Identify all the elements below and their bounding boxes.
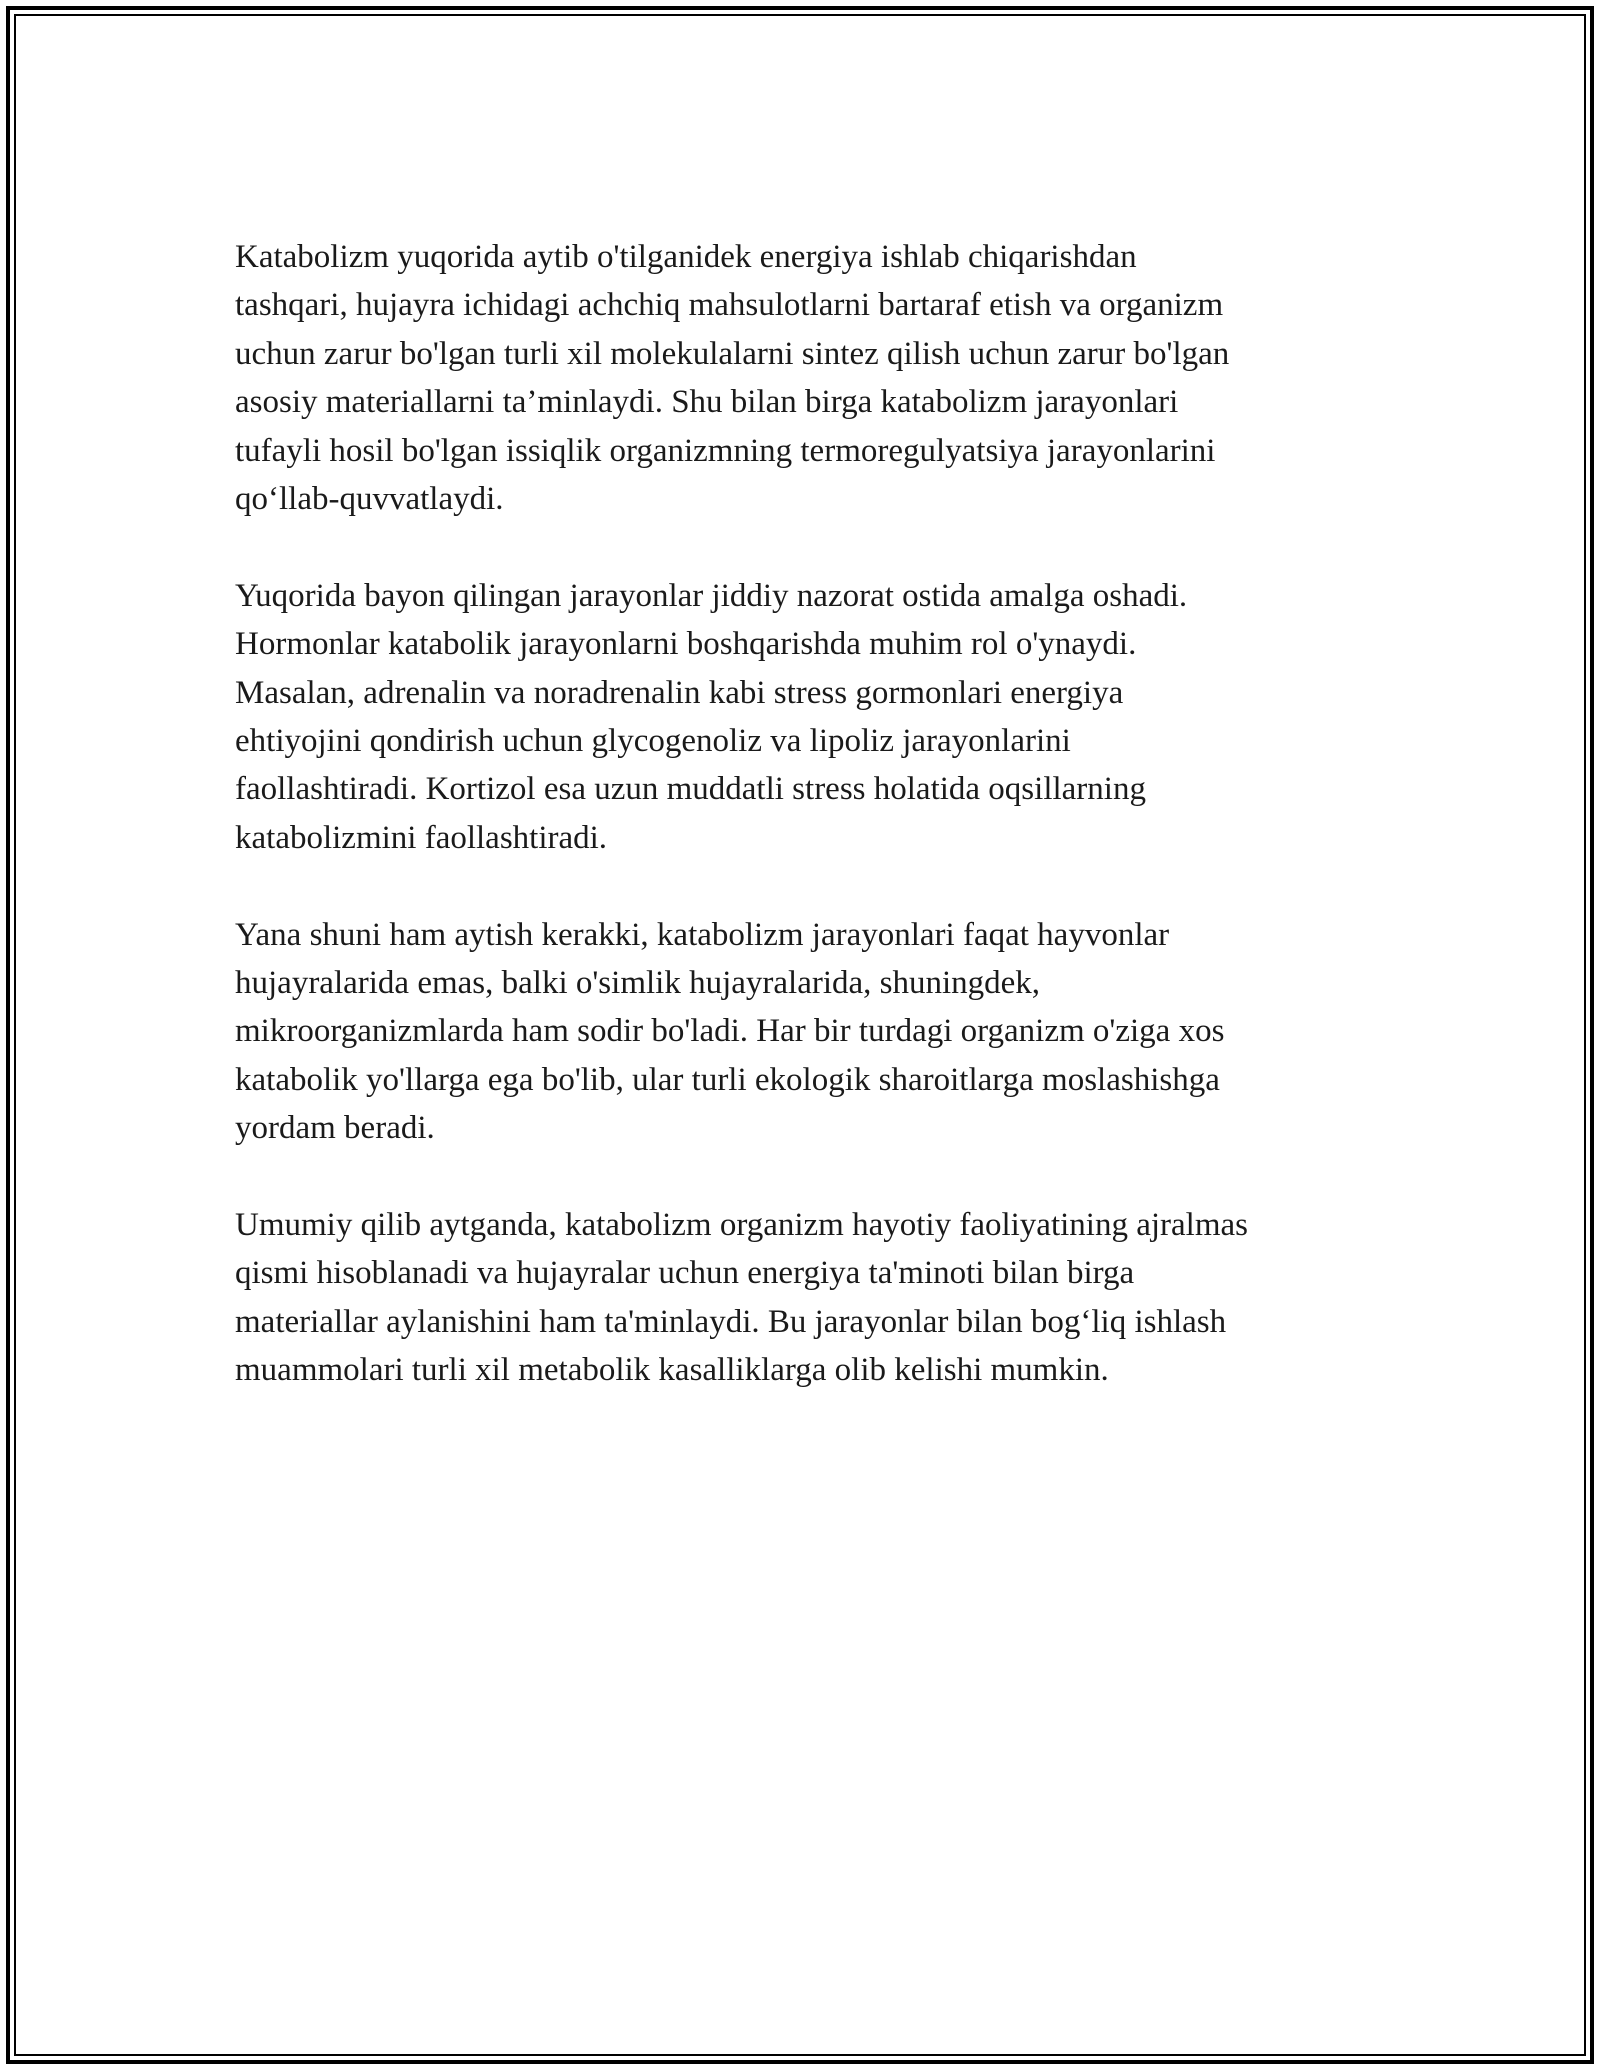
text-line: Katabolizm yuqorida aytib o'tilganidek energiya ishlab chiqarishdan: [235, 239, 1137, 275]
text-line: katabolizmini faollashtiradi.: [235, 819, 608, 856]
text-line: Masalan, adrenalin va noradrenalin kabi stress gormonlari energiya: [235, 674, 1124, 711]
text-line: hujayralarida emas, balki o'simlik hujayralarida, shuningdek,: [235, 965, 1041, 1002]
text-line: tufayli hosil bo'lgan issiqlik organizmning termoregulyatsiya jarayonlarini: [235, 432, 1216, 469]
text-line: qismi hisoblanadi va hujayralar uchun energiya ta'minoti bilan birga: [235, 1255, 1135, 1292]
document-body: [235, 233, 1395, 1443]
text-line: katabolik yo'llarga ega bo'lib, ular turli ekologik sharoitlarga moslashishga: [235, 1061, 1220, 1098]
text-line: qo‘llab-quvvatlaydi.: [235, 481, 504, 518]
paragraph-3: [235, 911, 1395, 1153]
text-line: Yana shuni ham aytish kerakki, katabolizm jarayonlari faqat hayvonlar: [235, 916, 1170, 953]
text-line: muammolari turli xil metabolik kasalliklarga olib kelishi mumkin.: [235, 1352, 1109, 1389]
text-line: Umumiy qilib aytganda, katabolizm organizm hayotiy faoliyatining ajralmas: [235, 1207, 1248, 1244]
text-line: yordam beradi.: [235, 1110, 435, 1147]
paragraph-4: [235, 1201, 1395, 1395]
paragraph-2: [235, 572, 1395, 862]
text-line: tashqari, hujayra ichidagi achchiq mahsulotlarni bartaraf etish va organizm: [235, 287, 1224, 324]
text-line: materiallar aylanishini ham ta'minlaydi. Bu jarayonlar bilan bog‘liq ishlash: [235, 1303, 1227, 1340]
text-line: uchun zarur bo'lgan turli xil molekulalarni sintez qilish uchun zarur bo'lgan: [235, 335, 1230, 372]
text-line: faollashtiradi. Kortizol esa uzun muddatli stress holatida oqsillarning: [235, 771, 1146, 808]
text-line: asosiy materiallarni ta’minlaydi. Shu bilan birga katabolizm jarayonlari: [235, 384, 1179, 421]
text-line: mikroorganizmlarda ham sodir bo'ladi. Har bir turdagi organizm o'ziga xos: [235, 1013, 1225, 1050]
paragraph-1: [235, 233, 1395, 523]
text-line: Yuqorida bayon qilingan jarayonlar jiddiy nazorat ostida amalga oshadi.: [235, 577, 1188, 614]
text-line: ehtiyojini qondirish uchun glycogenoliz va lipoliz jarayonlarini: [235, 723, 1071, 760]
text-line: Hormonlar katabolik jarayonlarni boshqarishda muhim rol o'ynaydi.: [235, 626, 1137, 663]
